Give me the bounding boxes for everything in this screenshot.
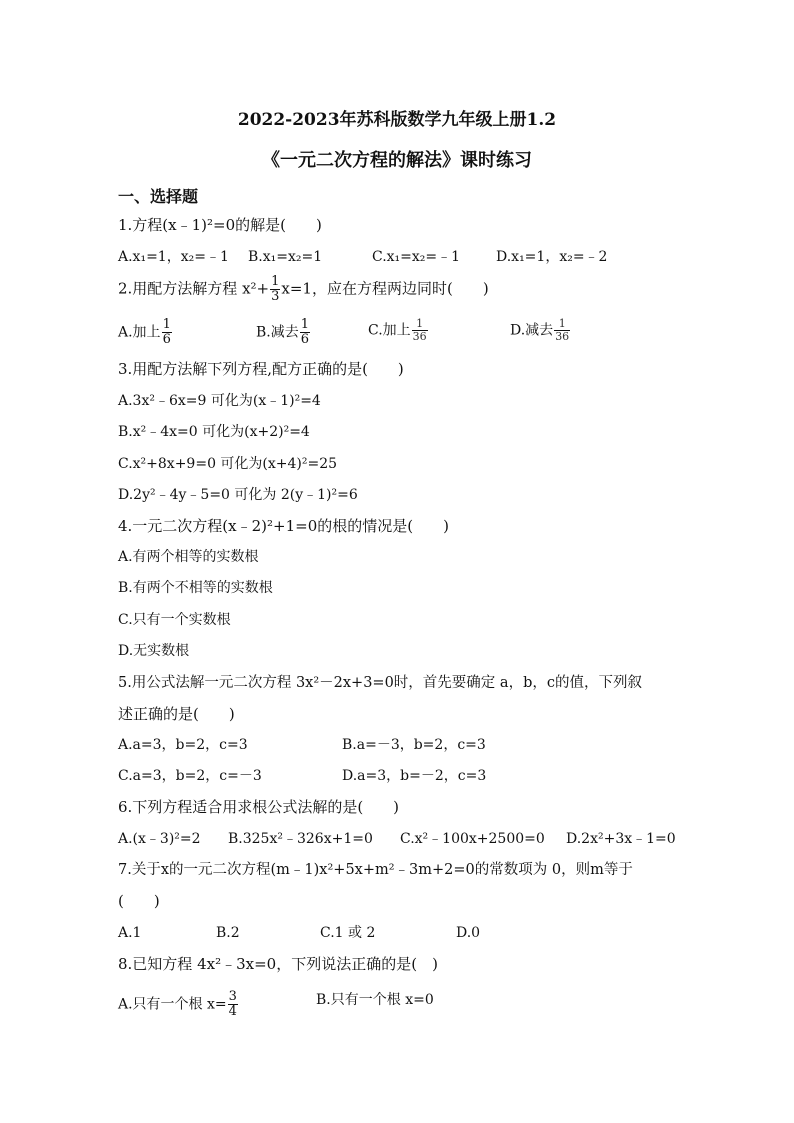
- question-2-option-a: [118, 318, 173, 347]
- fraction-numerator: 1: [300, 317, 310, 332]
- option-text: A.加上: [118, 324, 161, 341]
- question-6-option-a: A.(x﹣3)²=2: [118, 831, 201, 847]
- fraction-denominator: 36: [412, 330, 427, 343]
- fraction-numerator: 1: [162, 317, 171, 332]
- question-4-option-d: D.无实数根: [118, 643, 190, 659]
- fraction-numerator: 1: [554, 318, 570, 331]
- question-4-option-a: A.有两个相等的实数根: [118, 549, 259, 565]
- question-2-option-c: [368, 318, 429, 343]
- question-5-option-c: C.a=3，b=2，c=－3: [118, 768, 262, 784]
- question-7-option-d: D.0: [456, 925, 481, 941]
- question-5-option-b: B.a=－3，b=2，c=3: [342, 737, 486, 753]
- question-6-option-c: C.x²﹣100x+2500=0: [400, 831, 545, 847]
- question-2-stem-pre: 2.用配方法解方程 x²+: [118, 279, 270, 298]
- question-3-option-a: A.3x²﹣6x=9 可化为(x﹣1)²=4: [118, 393, 321, 409]
- question-5-stem-line2: 述正确的是( ): [118, 705, 235, 723]
- question-1-option-b: B.x₁=x₂=1: [248, 249, 323, 265]
- question-8-option-a: [118, 990, 239, 1019]
- question-3-option-c: C.x²+8x+9=0 可化为(x+4)²=25: [118, 456, 338, 472]
- option-fraction: [300, 318, 310, 347]
- fraction-numerator: 3: [228, 989, 237, 1004]
- question-1-option-d: D.x₁=1，x₂=﹣2: [496, 249, 608, 265]
- question-1-option-c: C.x₁=x₂=﹣1: [372, 249, 461, 265]
- fraction-denominator: 6: [300, 332, 310, 347]
- option-text: A.只有一个根 x=: [118, 996, 227, 1013]
- option-text: B.减去: [256, 324, 299, 341]
- fraction-denominator: 4: [228, 1004, 237, 1019]
- question-1-stem: 1.方程(x﹣1)²=0的解是( ): [118, 216, 322, 234]
- question-4-option-b: B.有两个不相等的实数根: [118, 580, 273, 596]
- question-6-option-d: D.2x²+3x﹣1=0: [566, 831, 676, 847]
- fraction-denominator: 36: [555, 330, 570, 343]
- fraction-denominator: 3: [271, 289, 280, 304]
- question-6-option-b: B.325x²﹣326x+1=0: [228, 831, 373, 847]
- option-text: D.减去: [510, 322, 554, 339]
- question-5-option-d: D.a=3，b=－2，c=3: [342, 768, 487, 784]
- question-7-stem-line1: 7.关于x的一元二次方程(m﹣1)x²+5x+m²﹣3m+2=0的常数项为 0，则m等于: [118, 862, 633, 878]
- question-6-stem: 6.下列方程适合用求根公式法解的是( ): [118, 798, 400, 816]
- question-3-option-d: D.2y²﹣4y﹣5=0 可化为 2(y﹣1)²=6: [118, 487, 358, 503]
- question-2-option-b: [256, 318, 311, 347]
- option-text: C.加上: [368, 322, 411, 339]
- option-fraction: [228, 990, 238, 1019]
- question-5-stem-line1: 5.用公式法解一元二次方程 3x²－2x+3=0时，首先要确定 a，b，c的值，下列叙: [118, 675, 642, 691]
- section-heading: 一、选择题: [118, 187, 199, 206]
- fraction-denominator: 6: [162, 332, 171, 347]
- option-fraction: [412, 318, 428, 343]
- question-2-fraction: [270, 275, 280, 304]
- question-7-stem-line2: ( ): [118, 892, 160, 910]
- question-8-stem: 8.已知方程 4x²﹣3x=0，下列说法正确的是( ): [118, 955, 438, 973]
- question-7-option-c: C.1 或 2: [320, 925, 376, 941]
- question-7-option-b: B.2: [216, 925, 240, 941]
- question-2-option-d: [510, 318, 571, 343]
- option-fraction: [162, 318, 172, 347]
- question-2-stem: [118, 275, 489, 304]
- question-2-stem-post: x=1，应在方程两边同时( ): [281, 279, 489, 298]
- worksheet-title-line2: 《一元二次方程的解法》课时练习: [262, 150, 532, 171]
- question-1-option-a: A.x₁=1，x₂=﹣1: [118, 249, 229, 265]
- question-3-stem: 3.用配方法解下列方程,配方正确的是( ): [118, 360, 404, 378]
- question-8-option-b: B.只有一个根 x=0: [316, 992, 434, 1008]
- option-fraction: [554, 318, 570, 343]
- question-3-option-b: B.x²﹣4x=0 可化为(x+2)²=4: [118, 424, 310, 440]
- fraction-numerator: 1: [412, 318, 428, 331]
- fraction-numerator: 1: [271, 274, 280, 289]
- question-7-option-a: A.1: [118, 925, 142, 941]
- question-5-option-a: A.a=3，b=2，c=3: [118, 737, 248, 753]
- worksheet-title-line1: 2022-2023年苏科版数学九年级上册1.2: [237, 110, 557, 130]
- question-4-option-c: C.只有一个实数根: [118, 612, 231, 628]
- question-4-stem: 4.一元二次方程(x﹣2)²+1=0的根的情况是( ): [118, 517, 449, 535]
